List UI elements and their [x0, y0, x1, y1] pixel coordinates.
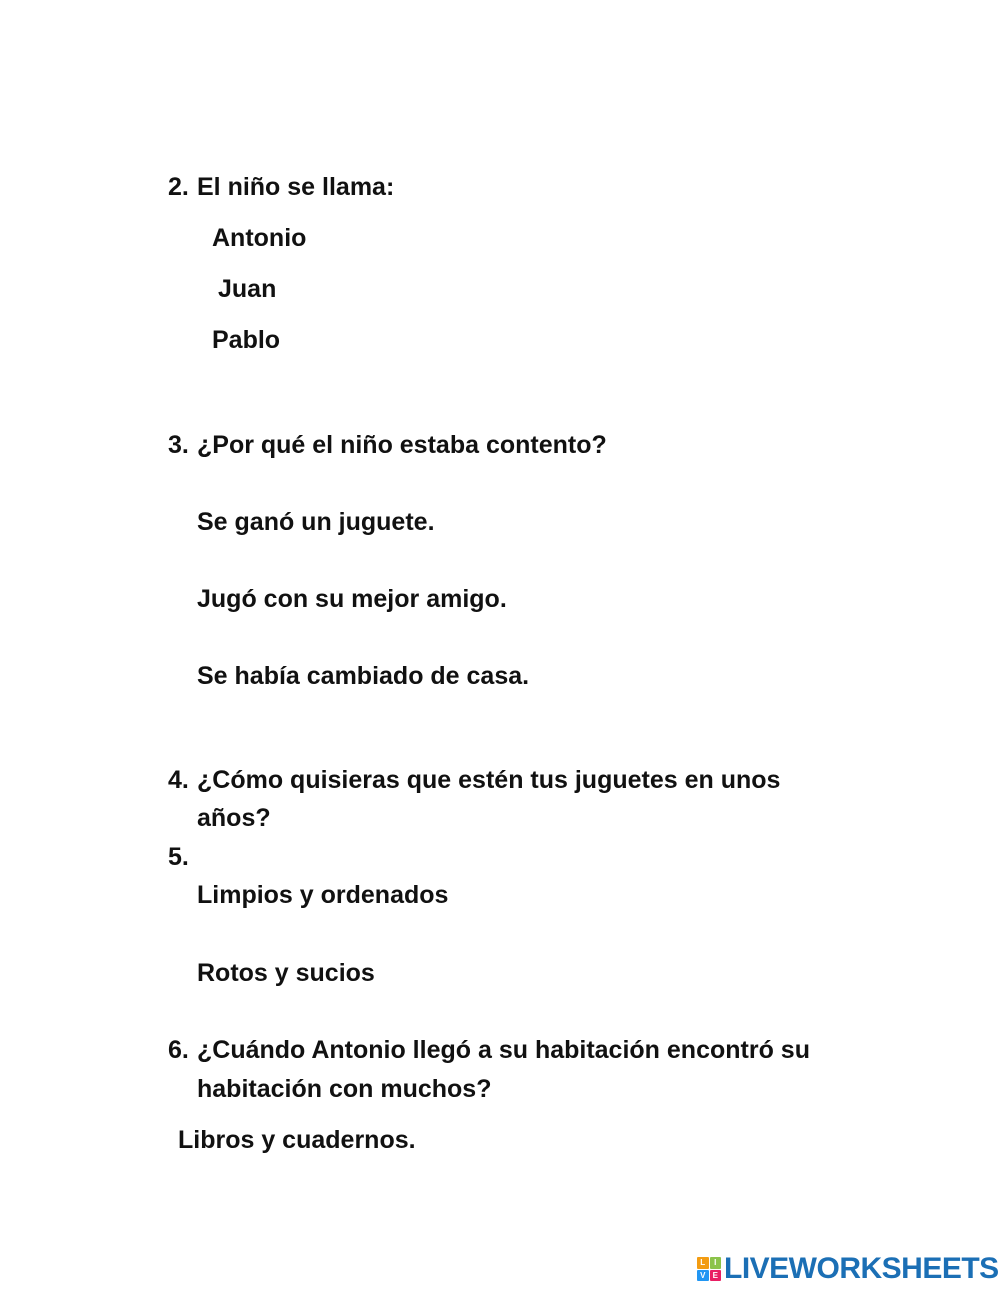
- option-limpios-ordenados[interactable]: Limpios y ordenados: [197, 881, 449, 909]
- question-2-text: El niño se llama:: [197, 173, 395, 201]
- liveworksheets-logo-icon: [697, 1257, 721, 1281]
- option-antonio[interactable]: Antonio: [212, 224, 307, 252]
- question-3-text: ¿Por qué el niño estaba contento?: [197, 431, 607, 459]
- option-juan[interactable]: Juan: [218, 275, 277, 303]
- option-gano-juguete[interactable]: Se ganó un juguete.: [197, 508, 435, 536]
- question-4-text-line2: años?: [197, 804, 271, 832]
- option-rotos-sucios[interactable]: Rotos y sucios: [197, 959, 375, 987]
- question-6-text-line2: habitación con muchos?: [197, 1075, 492, 1103]
- option-libros-cuadernos[interactable]: Libros y cuadernos.: [178, 1126, 416, 1154]
- option-cambiado-casa[interactable]: Se había cambiado de casa.: [197, 662, 530, 690]
- logo-letter-i: I: [710, 1257, 722, 1269]
- question-6-text-line1: ¿Cuándo Antonio llegó a su habitación encontró su: [197, 1036, 810, 1064]
- question-4-number: 4.: [168, 766, 189, 794]
- logo-letter-e: E: [710, 1270, 722, 1282]
- option-jugo-amigo[interactable]: Jugó con su mejor amigo.: [197, 585, 507, 613]
- option-pablo[interactable]: Pablo: [212, 326, 281, 354]
- question-5-number: 5.: [168, 843, 189, 871]
- logo-letter-v: V: [697, 1270, 709, 1282]
- question-6-number: 6.: [168, 1036, 189, 1064]
- liveworksheets-wordmark: LIVEWORKSHEETS: [724, 1252, 999, 1285]
- logo-letter-l: L: [697, 1257, 709, 1269]
- liveworksheets-logo: [697, 1254, 999, 1284]
- question-2-number: 2.: [168, 173, 189, 201]
- question-3-number: 3.: [168, 431, 189, 459]
- question-4-text-line1: ¿Cómo quisieras que estén tus juguetes en unos: [197, 766, 781, 794]
